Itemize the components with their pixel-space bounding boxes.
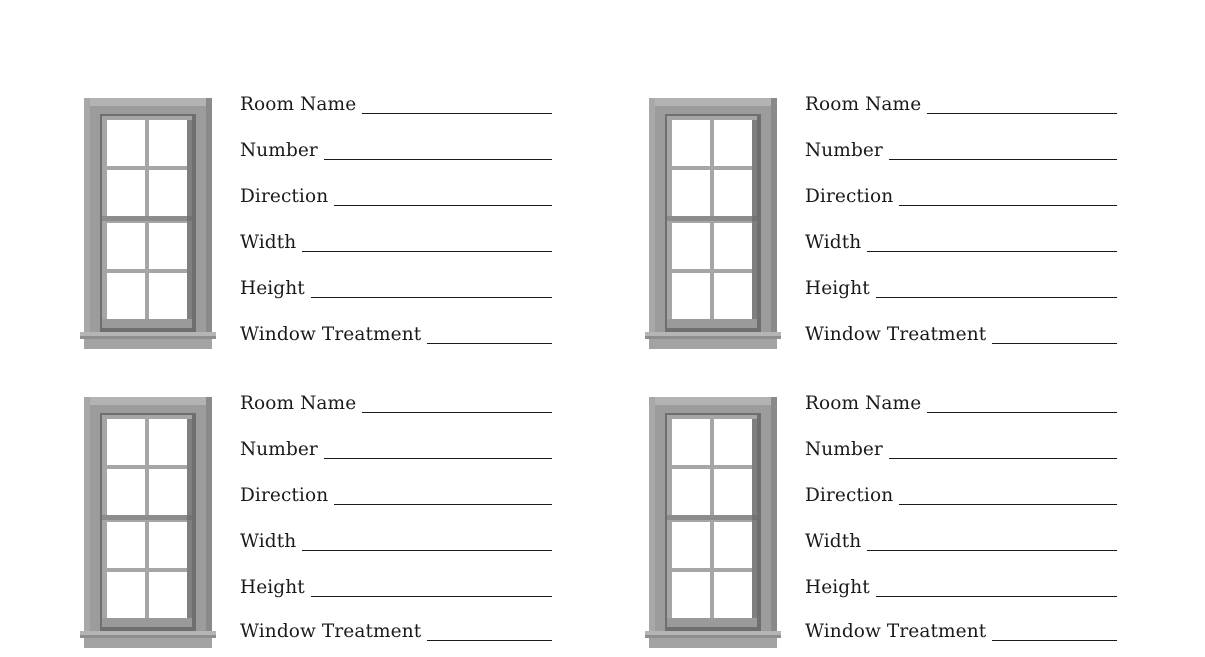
room-name-label: Room Name (240, 393, 357, 414)
width-label: Width (240, 531, 297, 552)
window-treatment-label: Window Treatment (240, 324, 422, 345)
number-line[interactable] (889, 458, 1117, 459)
direction-line[interactable] (899, 504, 1117, 505)
window-card-5 (80, 391, 640, 642)
direction-label: Direction (240, 485, 329, 506)
room-name-field[interactable] (805, 391, 1117, 415)
room-name-label: Room Name (805, 94, 922, 115)
height-line[interactable] (311, 596, 552, 597)
width-field[interactable] (805, 230, 1117, 254)
width-label: Width (240, 232, 297, 253)
height-line[interactable] (876, 297, 1117, 298)
window-card-6 (645, 391, 1205, 642)
direction-field[interactable] (240, 483, 552, 507)
window-illustration-icon (80, 98, 220, 358)
window-illustration-icon (80, 397, 220, 657)
window-treatment-label: Window Treatment (805, 324, 987, 345)
window-treatment-field[interactable] (805, 619, 1117, 643)
height-label: Height (240, 577, 305, 598)
room-name-line[interactable] (927, 412, 1117, 413)
width-line[interactable] (302, 251, 552, 252)
direction-label: Direction (805, 186, 894, 207)
height-label: Height (240, 278, 305, 299)
number-field[interactable] (805, 437, 1117, 461)
width-line[interactable] (867, 251, 1117, 252)
height-field[interactable] (805, 276, 1117, 300)
height-label: Height (805, 577, 870, 598)
number-field[interactable] (240, 437, 552, 461)
window-treatment-line[interactable] (427, 343, 552, 344)
height-field[interactable] (240, 575, 552, 599)
width-field[interactable] (805, 529, 1117, 553)
direction-label: Direction (805, 485, 894, 506)
window-treatment-line[interactable] (427, 640, 552, 641)
number-label: Number (240, 439, 318, 460)
direction-line[interactable] (334, 205, 552, 206)
direction-field[interactable] (240, 184, 552, 208)
window-treatment-field[interactable] (805, 322, 1117, 346)
window-treatment-field[interactable] (240, 619, 552, 643)
height-line[interactable] (311, 297, 552, 298)
number-line[interactable] (324, 458, 552, 459)
direction-line[interactable] (899, 205, 1117, 206)
height-field[interactable] (805, 575, 1117, 599)
width-label: Width (805, 531, 862, 552)
direction-field[interactable] (805, 483, 1117, 507)
window-treatment-label: Window Treatment (805, 621, 987, 642)
width-field[interactable] (240, 230, 552, 254)
number-label: Number (240, 140, 318, 161)
width-label: Width (805, 232, 862, 253)
number-field[interactable] (240, 138, 552, 162)
room-name-field[interactable] (240, 92, 552, 116)
height-field[interactable] (240, 276, 552, 300)
direction-field[interactable] (805, 184, 1117, 208)
room-name-line[interactable] (362, 113, 552, 114)
number-label: Number (805, 140, 883, 161)
window-card-4 (645, 92, 1205, 382)
room-name-label: Room Name (240, 94, 357, 115)
room-name-field[interactable] (805, 92, 1117, 116)
height-label: Height (805, 278, 870, 299)
number-line[interactable] (324, 159, 552, 160)
window-treatment-line[interactable] (992, 343, 1117, 344)
width-line[interactable] (302, 550, 552, 551)
window-illustration-icon (645, 98, 785, 358)
height-line[interactable] (876, 596, 1117, 597)
window-treatment-line[interactable] (992, 640, 1117, 641)
number-label: Number (805, 439, 883, 460)
width-line[interactable] (867, 550, 1117, 551)
window-card-3 (80, 92, 640, 382)
room-name-line[interactable] (362, 412, 552, 413)
window-treatment-label: Window Treatment (240, 621, 422, 642)
number-field[interactable] (805, 138, 1117, 162)
width-field[interactable] (240, 529, 552, 553)
direction-label: Direction (240, 186, 329, 207)
room-name-label: Room Name (805, 393, 922, 414)
window-illustration-icon (645, 397, 785, 657)
direction-line[interactable] (334, 504, 552, 505)
number-line[interactable] (889, 159, 1117, 160)
room-name-field[interactable] (240, 391, 552, 415)
window-treatment-field[interactable] (240, 322, 552, 346)
room-name-line[interactable] (927, 113, 1117, 114)
